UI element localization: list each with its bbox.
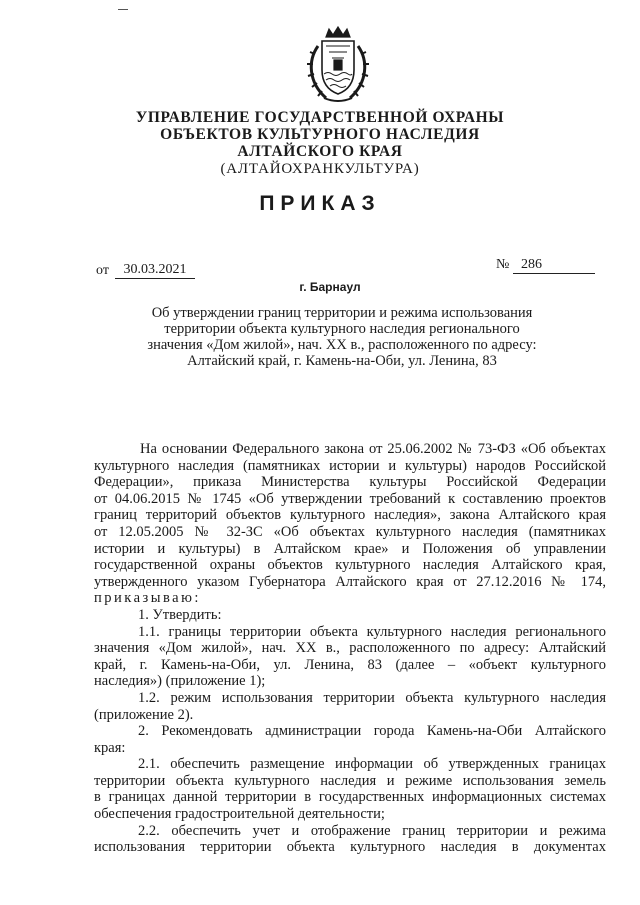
scan-mark — [118, 9, 128, 10]
item-1-2: 1.2. режим использования территории объекта культурного наследия — [138, 689, 606, 706]
body-line: от 04.06.2015 № 1745 «Об утверждении требований к составлению проектов — [94, 490, 606, 507]
body-line: использования территории объекта культурного наследия в документах — [94, 839, 606, 856]
body-line: истории и культуры) в Алтайском крае» и Положения об управлении — [94, 540, 606, 557]
subject-line: значения «Дом жилой», нач. XX в., расположенного по адресу: — [147, 337, 537, 353]
date-prefix: от — [96, 263, 109, 278]
number-prefix: № — [496, 257, 510, 272]
body-line: Федерации», приказа Министерства культуры Российской Федерации — [94, 474, 606, 491]
item-2-2: 2.2. обеспечить учет и отображение границ территории и режима — [138, 822, 606, 839]
order-number: 286 — [513, 256, 595, 274]
subject-line: Алтайский край, г. Камень-на-Оби, ул. Ленина, 83 — [187, 353, 497, 369]
body-line: обеспечения градостроительной деятельности; — [94, 806, 385, 823]
subject-line: территории объекта культурного наследия регионального — [164, 321, 520, 337]
order-date: 30.03.2021 — [115, 261, 195, 279]
body-line: утвержденного указом Губернатора Алтайского края от 27.12.2016 № 174, — [94, 573, 606, 590]
org-name-line-1: УПРАВЛЕНИЕ ГОСУДАРСТВЕННОЙ ОХРАНЫ — [135, 109, 505, 126]
body-line: государственной охраны объектов культурного наследия Алтайского края, — [94, 557, 606, 574]
body-line: наследия») (приложение 1); — [94, 673, 266, 690]
body-line: (приложение 2). — [94, 706, 194, 723]
body-line: границ территорий объектов культурного наследия», закона Алтайского края — [94, 507, 606, 524]
org-name-line-3: АЛТАЙСКОГО КРАЯ — [237, 143, 403, 160]
body-line: от 12.05.2005 № 32-ЗС «Об объектах культурного наследия (памятниках — [94, 523, 606, 540]
city: г. Барнаул — [299, 280, 361, 294]
body-line: культурного наследия (памятниках истории и культуры) народов Российской — [94, 457, 606, 474]
body-line: значения «Дом жилой», нач. XX в., расположенного по адресу: Алтайский — [94, 640, 606, 657]
coat-of-arms-emblem — [302, 24, 374, 106]
org-name-line-2: ОБЪЕКТОВ КУЛЬТУРНОГО НАСЛЕДИЯ — [160, 126, 480, 143]
order-subject — [122, 305, 562, 369]
subject-line: Об утверждении границ территории и режима использования — [151, 305, 533, 321]
org-abbreviation: (АЛТАЙОХРАНКУЛЬТУРА) — [220, 161, 420, 177]
body-line: территории объекта культурного наследия и режиме использования земель — [94, 772, 606, 789]
body-line: края: — [94, 739, 126, 756]
item-1-1: 1.1. границы территории объекта культурного наследия регионального — [138, 623, 606, 640]
item-2: 2. Рекомендовать администрации города Камень-на-Оби Алтайского — [138, 723, 606, 740]
order-body — [94, 441, 606, 856]
body-line: На основании Федерального закона от 25.06.2002 № 73-ФЗ «Об объектах — [140, 441, 606, 457]
document-title: ПРИКАЗ — [259, 192, 381, 215]
item-1: 1. Утвердить: — [138, 606, 222, 623]
body-line: приказываю: — [94, 590, 201, 607]
body-line: в границах данной территории в государственных информационных системах — [94, 789, 606, 806]
body-line: край, г. Камень-на-Оби, ул. Ленина, 83 (далее – «объект культурного — [94, 656, 606, 673]
item-2-1: 2.1. обеспечить размещение информации об утвержденных границах — [138, 756, 606, 773]
